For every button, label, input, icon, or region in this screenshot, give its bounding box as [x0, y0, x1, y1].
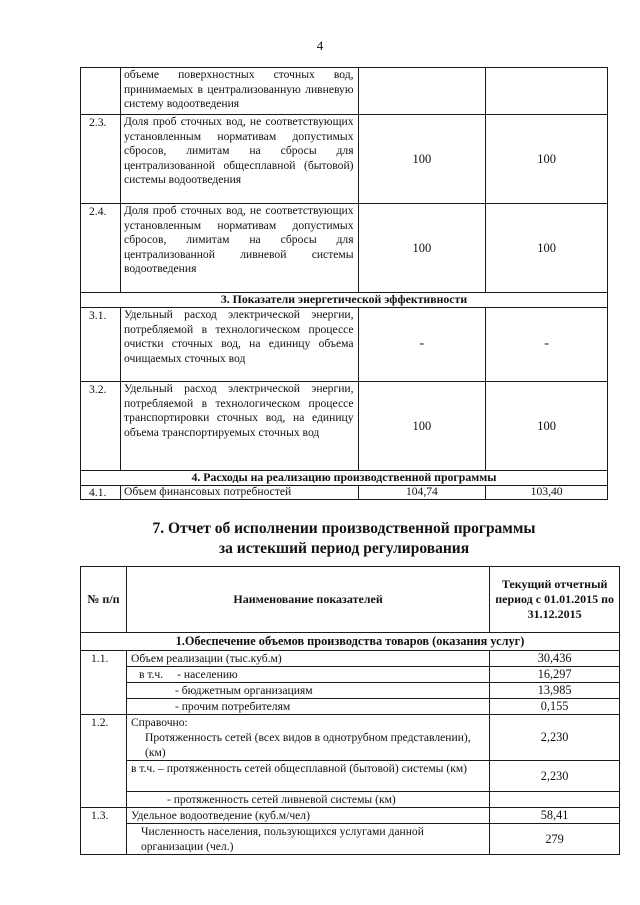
indicator-name: Удельный расход электрической энергии, потребляемой в технологическом процессе транспортировки сточных вод, на единицу объема транспортируемых сточных вод	[120, 382, 358, 471]
indicator-value: 13,985	[490, 683, 620, 699]
row-number	[81, 68, 121, 115]
row-number: 2.3.	[81, 115, 121, 204]
indicator-value-1	[358, 68, 486, 115]
indicator-prefix: в т.ч.	[138, 668, 164, 681]
indicator-value: 2,230	[490, 761, 620, 792]
indicator-name: Доля проб сточных вод, не соответствующих установленным нормативам допустимых сбросов, лимитам на сбросы для централизованной ливневой системы водоотведения	[120, 204, 358, 293]
indicator-value: 30,436	[490, 651, 620, 667]
section-title: 4. Расходы на реализацию производственной программы	[81, 471, 608, 486]
table-row	[81, 68, 608, 115]
header-number: № п/п	[81, 567, 127, 633]
table-row	[81, 486, 608, 500]
indicator-name: - протяженность сетей ливневой системы (км)	[126, 792, 489, 808]
indicator-subname: Протяженность сетей (всех видов в однотрубном представлении), (км)	[144, 731, 471, 759]
indicator-subname: - населению	[177, 668, 238, 681]
table-row	[81, 761, 620, 792]
indicator-name	[126, 667, 489, 683]
indicator-value-1: -	[358, 308, 486, 382]
table-row	[81, 683, 620, 699]
section-row	[81, 633, 620, 651]
table-row	[81, 651, 620, 667]
section-row	[81, 471, 608, 486]
indicator-name: объеме поверхностных сточных вод, принимаемых в централизованную ливневую систему водоотведения	[120, 68, 358, 115]
indicator-name: Объем реализации (тыс.куб.м)	[126, 651, 489, 667]
table-row	[81, 667, 620, 683]
indicator-value-2: 103,40	[486, 486, 608, 500]
indicator-value-2: 100	[486, 382, 608, 471]
section-title: 3. Показатели энергетической эффективности	[81, 293, 608, 308]
header-row	[81, 567, 620, 633]
header-period: Текущий отчетный период с 01.01.2015 по 31.12.2015	[490, 567, 620, 633]
table-row	[81, 715, 620, 761]
table-row	[81, 204, 608, 293]
row-number: 2.4.	[81, 204, 121, 293]
report-table	[80, 566, 620, 855]
table-row	[81, 699, 620, 715]
indicator-heading: Справочно:	[130, 716, 188, 729]
row-number: 4.1.	[81, 486, 121, 500]
indicator-value-2: 100	[486, 115, 608, 204]
row-number: 1.1.	[81, 651, 127, 715]
table-row	[81, 792, 620, 808]
indicator-name: Удельное водоотведение (куб.м/чел)	[126, 808, 489, 824]
report-title-line-1: 7. Отчет об исполнении производственной программы	[152, 520, 536, 537]
indicator-name: в т.ч. – протяженность сетей общесплавной (бытовой) системы (км)	[126, 761, 489, 792]
indicator-value-1: 100	[358, 204, 486, 293]
indicator-name: Численность населения, пользующихся услугами данной организации (чел.)	[126, 824, 489, 855]
table-row	[81, 115, 608, 204]
indicator-name: Объем финансовых потребностей	[120, 486, 358, 500]
indicator-value-2	[486, 68, 608, 115]
indicator-value: 279	[490, 824, 620, 855]
indicator-value-1: 100	[358, 382, 486, 471]
table-row	[81, 808, 620, 824]
indicator-value	[490, 792, 620, 808]
indicator-value: 58,41	[490, 808, 620, 824]
report-title-line-2: за истекший период регулирования	[218, 540, 470, 557]
row-number: 3.1.	[81, 308, 121, 382]
indicator-value-1: 104,74	[358, 486, 486, 500]
section-title: 1.Обеспечение объемов производства товаров (оказания услуг)	[81, 633, 620, 651]
indicator-name: - прочим потребителям	[126, 699, 489, 715]
indicator-value-2: 100	[486, 204, 608, 293]
row-number: 1.2.	[81, 715, 127, 808]
indicator-name: Удельный расход электрической энергии, потребляемой в технологическом процессе очистки сточных вод, на единицу объема очищаемых сточных вод	[120, 308, 358, 382]
indicator-name: - бюджетным организациям	[126, 683, 489, 699]
indicator-value-1: 100	[358, 115, 486, 204]
indicators-table	[80, 67, 608, 500]
table-row	[81, 824, 620, 855]
indicator-value-2: -	[486, 308, 608, 382]
page-number: 4	[316, 38, 324, 53]
indicator-value: 2,230	[490, 715, 620, 761]
row-number: 1.3.	[81, 808, 127, 855]
section-row	[81, 293, 608, 308]
row-number: 3.2.	[81, 382, 121, 471]
indicator-name: Доля проб сточных вод, не соответствующих установленным нормативам допустимых сбросов, лимитам на сбросы для централизованной общесплавной (бытовой) системы водоотведения	[120, 115, 358, 204]
header-name: Наименование показателей	[126, 567, 489, 633]
report-heading	[80, 519, 608, 559]
table-row	[81, 308, 608, 382]
indicator-name	[126, 715, 489, 761]
table-row	[81, 382, 608, 471]
indicator-value: 0,155	[490, 699, 620, 715]
indicator-value: 16,297	[490, 667, 620, 683]
